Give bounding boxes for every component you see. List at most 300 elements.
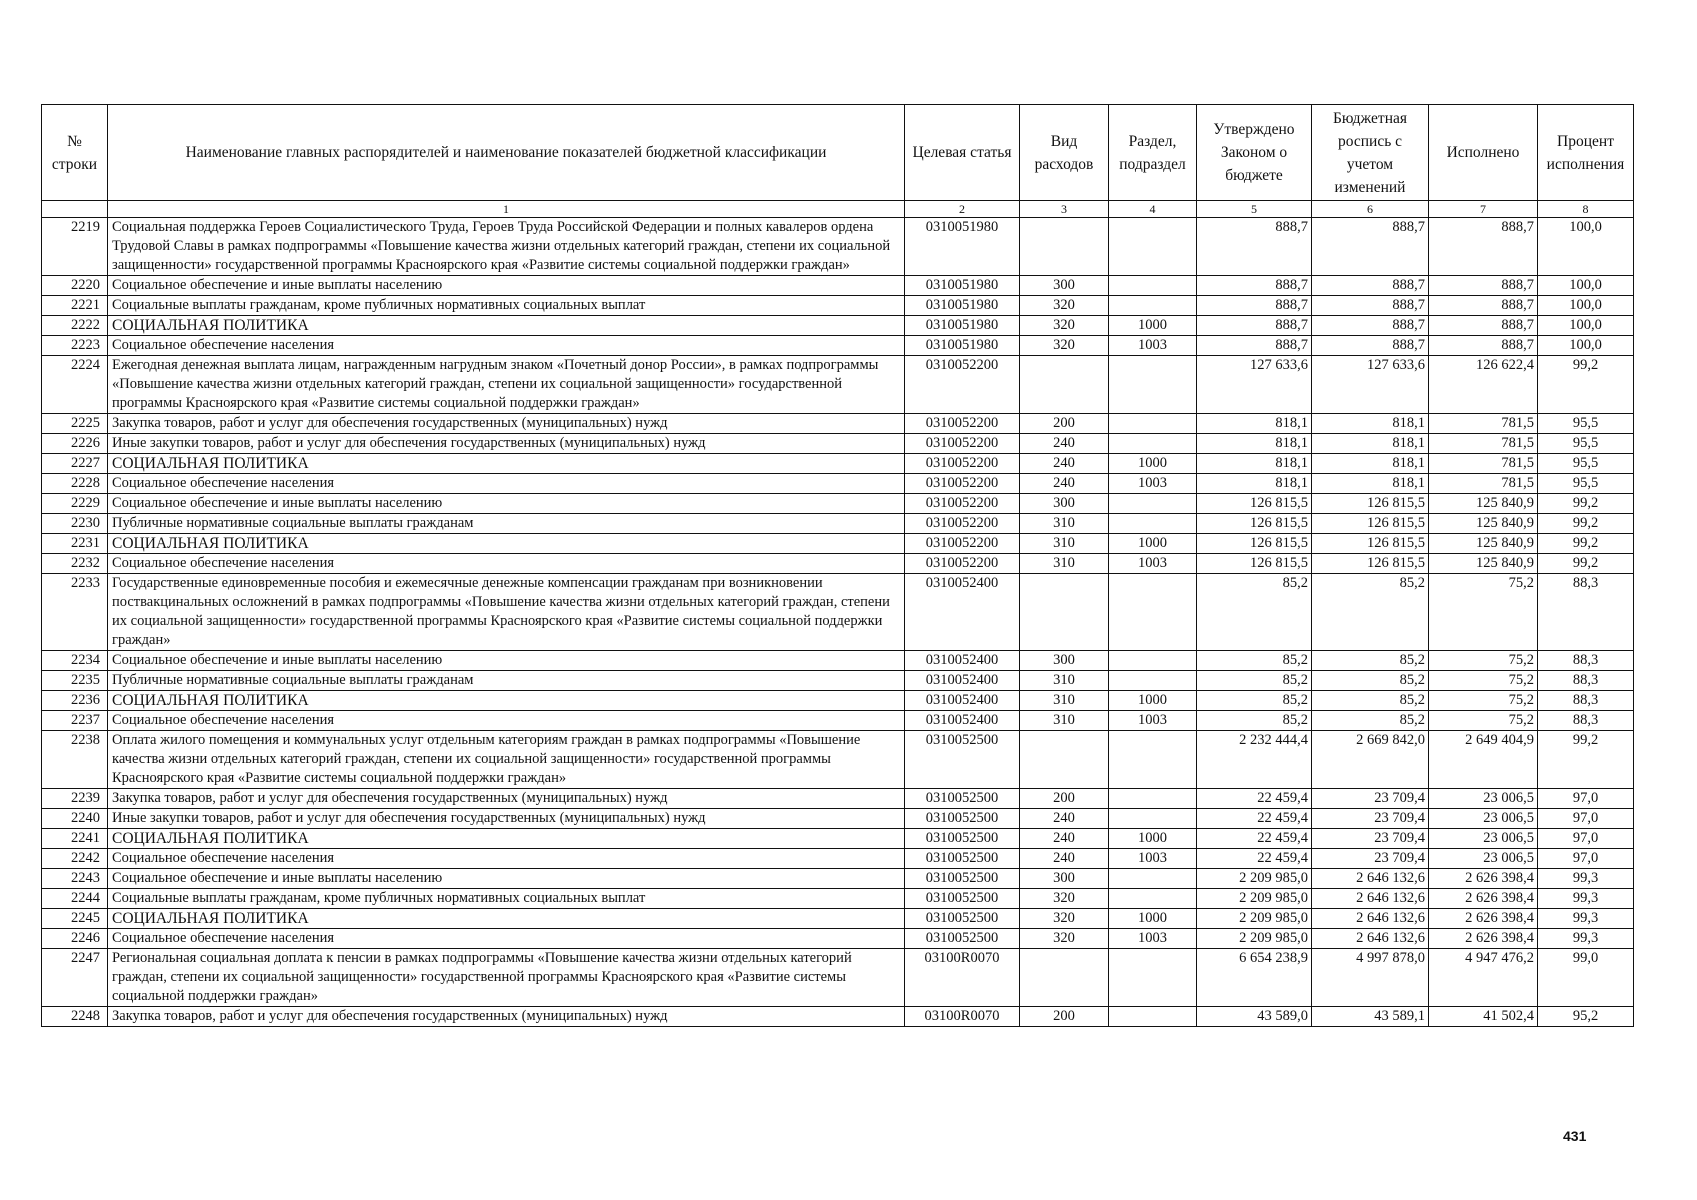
row-name: Социальные выплаты гражданам, кроме публичных нормативных социальных выплат bbox=[108, 296, 905, 316]
execution-percent: 88,3 bbox=[1538, 711, 1634, 731]
execution-percent: 88,3 bbox=[1538, 651, 1634, 671]
section-code: 1003 bbox=[1109, 849, 1197, 869]
section-code: 1000 bbox=[1109, 454, 1197, 474]
budget-amount: 23 709,4 bbox=[1312, 809, 1429, 829]
approved-amount: 126 815,5 bbox=[1197, 514, 1312, 534]
column-index-8: 8 bbox=[1538, 201, 1634, 218]
budget-amount: 23 709,4 bbox=[1312, 849, 1429, 869]
header-target-article: Целевая статья bbox=[905, 105, 1020, 201]
expense-type: 310 bbox=[1020, 711, 1109, 731]
executed-amount: 23 006,5 bbox=[1429, 849, 1538, 869]
approved-amount: 2 232 444,4 bbox=[1197, 731, 1312, 789]
row-number: 2239 bbox=[42, 789, 108, 809]
approved-amount: 818,1 bbox=[1197, 434, 1312, 454]
approved-amount: 2 209 985,0 bbox=[1197, 889, 1312, 909]
expense-type: 320 bbox=[1020, 336, 1109, 356]
execution-percent: 95,2 bbox=[1538, 1007, 1634, 1027]
budget-amount: 126 815,5 bbox=[1312, 514, 1429, 534]
table-row bbox=[42, 514, 1634, 534]
executed-amount: 75,2 bbox=[1429, 671, 1538, 691]
approved-amount: 6 654 238,9 bbox=[1197, 949, 1312, 1007]
row-name: Социальное обеспечение населения bbox=[108, 929, 905, 949]
header-expense-type: Вид расходов bbox=[1020, 105, 1109, 201]
table-row bbox=[42, 414, 1634, 434]
execution-percent: 99,2 bbox=[1538, 731, 1634, 789]
target-article: 0310052200 bbox=[905, 414, 1020, 434]
table-row bbox=[42, 554, 1634, 574]
column-index-2: 2 bbox=[905, 201, 1020, 218]
target-article: 0310052500 bbox=[905, 809, 1020, 829]
section-code bbox=[1109, 651, 1197, 671]
budget-amount: 2 646 132,6 bbox=[1312, 869, 1429, 889]
header-percent: Процент исполнения bbox=[1538, 105, 1634, 201]
expense-type: 240 bbox=[1020, 454, 1109, 474]
target-article: 0310052500 bbox=[905, 909, 1020, 929]
approved-amount: 2 209 985,0 bbox=[1197, 909, 1312, 929]
section-code bbox=[1109, 949, 1197, 1007]
executed-amount: 888,7 bbox=[1429, 316, 1538, 336]
table-row bbox=[42, 356, 1634, 414]
budget-amount: 2 669 842,0 bbox=[1312, 731, 1429, 789]
execution-percent: 88,3 bbox=[1538, 691, 1634, 711]
target-article: 0310052500 bbox=[905, 849, 1020, 869]
execution-percent: 95,5 bbox=[1538, 434, 1634, 454]
section-code bbox=[1109, 434, 1197, 454]
budget-amount: 818,1 bbox=[1312, 474, 1429, 494]
row-name: СОЦИАЛЬНАЯ ПОЛИТИКА bbox=[108, 534, 905, 554]
table-row bbox=[42, 336, 1634, 356]
budget-amount: 888,7 bbox=[1312, 316, 1429, 336]
budget-execution-table bbox=[41, 104, 1634, 1027]
executed-amount: 781,5 bbox=[1429, 454, 1538, 474]
target-article: 0310051980 bbox=[905, 218, 1020, 276]
row-name: Иные закупки товаров, работ и услуг для обеспечения государственных (муниципальных) нужд bbox=[108, 809, 905, 829]
budget-amount: 818,1 bbox=[1312, 414, 1429, 434]
section-code bbox=[1109, 276, 1197, 296]
budget-amount: 888,7 bbox=[1312, 218, 1429, 276]
section-code bbox=[1109, 789, 1197, 809]
budget-amount: 85,2 bbox=[1312, 574, 1429, 651]
row-number: 2230 bbox=[42, 514, 108, 534]
expense-type: 200 bbox=[1020, 1007, 1109, 1027]
row-number: 2234 bbox=[42, 651, 108, 671]
expense-type: 240 bbox=[1020, 434, 1109, 454]
execution-percent: 100,0 bbox=[1538, 316, 1634, 336]
row-name: Ежегодная денежная выплата лицам, награжденным нагрудным знаком «Почетный донор России», в рамках подпрограммы «Повышение качества жизни отдельных категорий граждан, степени их социальной защищенности» государственной программы Красноярского края «Развитие системы социальной поддержки граждан» bbox=[108, 356, 905, 414]
table-row bbox=[42, 849, 1634, 869]
execution-percent: 99,0 bbox=[1538, 949, 1634, 1007]
column-index-7: 7 bbox=[1429, 201, 1538, 218]
section-code bbox=[1109, 671, 1197, 691]
target-article: 0310052400 bbox=[905, 574, 1020, 651]
row-number: 2245 bbox=[42, 909, 108, 929]
expense-type: 310 bbox=[1020, 691, 1109, 711]
approved-amount: 85,2 bbox=[1197, 691, 1312, 711]
section-code: 1000 bbox=[1109, 316, 1197, 336]
row-number: 2220 bbox=[42, 276, 108, 296]
header-row bbox=[42, 105, 1634, 201]
row-name: Социальное обеспечение и иные выплаты населению bbox=[108, 494, 905, 514]
approved-amount: 43 589,0 bbox=[1197, 1007, 1312, 1027]
executed-amount: 4 947 476,2 bbox=[1429, 949, 1538, 1007]
target-article: 0310052500 bbox=[905, 869, 1020, 889]
section-code: 1000 bbox=[1109, 909, 1197, 929]
table-row bbox=[42, 889, 1634, 909]
executed-amount: 125 840,9 bbox=[1429, 534, 1538, 554]
row-name: СОЦИАЛЬНАЯ ПОЛИТИКА bbox=[108, 691, 905, 711]
section-code: 1000 bbox=[1109, 691, 1197, 711]
approved-amount: 126 815,5 bbox=[1197, 534, 1312, 554]
table-row bbox=[42, 474, 1634, 494]
budget-amount: 888,7 bbox=[1312, 336, 1429, 356]
budget-amount: 85,2 bbox=[1312, 691, 1429, 711]
expense-type: 310 bbox=[1020, 671, 1109, 691]
section-code: 1003 bbox=[1109, 474, 1197, 494]
section-code: 1000 bbox=[1109, 534, 1197, 554]
execution-percent: 99,3 bbox=[1538, 889, 1634, 909]
expense-type bbox=[1020, 574, 1109, 651]
section-code: 1000 bbox=[1109, 829, 1197, 849]
section-code bbox=[1109, 514, 1197, 534]
target-article: 0310052500 bbox=[905, 929, 1020, 949]
row-number: 2240 bbox=[42, 809, 108, 829]
table-row bbox=[42, 651, 1634, 671]
budget-amount: 126 815,5 bbox=[1312, 554, 1429, 574]
budget-amount: 888,7 bbox=[1312, 276, 1429, 296]
section-code bbox=[1109, 296, 1197, 316]
section-code bbox=[1109, 731, 1197, 789]
executed-amount: 888,7 bbox=[1429, 296, 1538, 316]
table-row bbox=[42, 949, 1634, 1007]
budget-amount: 23 709,4 bbox=[1312, 789, 1429, 809]
row-number: 2247 bbox=[42, 949, 108, 1007]
row-name: Социальная поддержка Героев Социалистического Труда, Героев Труда Российской Федерации и полных кавалеров ордена Трудовой Славы в рамках подпрограммы «Повышение качества жизни отдельных категорий граждан, степени их социальной защищенности» государственной программы Красноярского края «Развитие системы социальной поддержки граждан» bbox=[108, 218, 905, 276]
budget-amount: 2 646 132,6 bbox=[1312, 909, 1429, 929]
table-row bbox=[42, 218, 1634, 276]
row-name: СОЦИАЛЬНАЯ ПОЛИТИКА bbox=[108, 316, 905, 336]
expense-type: 310 bbox=[1020, 534, 1109, 554]
row-number: 2246 bbox=[42, 929, 108, 949]
execution-percent: 100,0 bbox=[1538, 296, 1634, 316]
header-name: Наименование главных распорядителей и наименование показателей бюджетной классификации bbox=[108, 105, 905, 201]
target-article: 0310052500 bbox=[905, 829, 1020, 849]
row-name: Публичные нормативные социальные выплаты гражданам bbox=[108, 514, 905, 534]
executed-amount: 23 006,5 bbox=[1429, 809, 1538, 829]
target-article: 0310052400 bbox=[905, 691, 1020, 711]
table-row bbox=[42, 929, 1634, 949]
table-row bbox=[42, 829, 1634, 849]
target-article: 0310051980 bbox=[905, 316, 1020, 336]
execution-percent: 95,5 bbox=[1538, 414, 1634, 434]
approved-amount: 818,1 bbox=[1197, 414, 1312, 434]
table-row bbox=[42, 316, 1634, 336]
row-number: 2248 bbox=[42, 1007, 108, 1027]
expense-type bbox=[1020, 218, 1109, 276]
section-code bbox=[1109, 889, 1197, 909]
approved-amount: 888,7 bbox=[1197, 336, 1312, 356]
row-number: 2233 bbox=[42, 574, 108, 651]
executed-amount: 125 840,9 bbox=[1429, 494, 1538, 514]
executed-amount: 781,5 bbox=[1429, 434, 1538, 454]
target-article: 0310052200 bbox=[905, 554, 1020, 574]
execution-percent: 99,3 bbox=[1538, 909, 1634, 929]
execution-percent: 99,2 bbox=[1538, 514, 1634, 534]
executed-amount: 75,2 bbox=[1429, 711, 1538, 731]
expense-type: 240 bbox=[1020, 829, 1109, 849]
approved-amount: 22 459,4 bbox=[1197, 809, 1312, 829]
target-article: 0310052200 bbox=[905, 494, 1020, 514]
row-number: 2238 bbox=[42, 731, 108, 789]
budget-amount: 43 589,1 bbox=[1312, 1007, 1429, 1027]
row-number: 2232 bbox=[42, 554, 108, 574]
execution-percent: 88,3 bbox=[1538, 574, 1634, 651]
budget-amount: 818,1 bbox=[1312, 454, 1429, 474]
header-section: Раздел, подраздел bbox=[1109, 105, 1197, 201]
budget-amount: 4 997 878,0 bbox=[1312, 949, 1429, 1007]
target-article: 0310052200 bbox=[905, 434, 1020, 454]
section-code bbox=[1109, 1007, 1197, 1027]
expense-type: 320 bbox=[1020, 929, 1109, 949]
row-number: 2237 bbox=[42, 711, 108, 731]
approved-amount: 22 459,4 bbox=[1197, 849, 1312, 869]
approved-amount: 888,7 bbox=[1197, 316, 1312, 336]
approved-amount: 126 815,5 bbox=[1197, 554, 1312, 574]
table-body bbox=[42, 218, 1634, 1027]
executed-amount: 888,7 bbox=[1429, 336, 1538, 356]
budget-amount: 23 709,4 bbox=[1312, 829, 1429, 849]
row-name: Региональная социальная доплата к пенсии в рамках подпрограммы «Повышение качества жизни отдельных категорий граждан, степени их социальной защищенности» государственной программы Красноярского края «Развитие системы социальной поддержки граждан» bbox=[108, 949, 905, 1007]
table-row bbox=[42, 671, 1634, 691]
row-number: 2228 bbox=[42, 474, 108, 494]
row-number: 2224 bbox=[42, 356, 108, 414]
expense-type: 310 bbox=[1020, 554, 1109, 574]
column-index-5: 5 bbox=[1197, 201, 1312, 218]
table-row bbox=[42, 869, 1634, 889]
execution-percent: 88,3 bbox=[1538, 671, 1634, 691]
row-number: 2227 bbox=[42, 454, 108, 474]
row-number: 2242 bbox=[42, 849, 108, 869]
execution-percent: 97,0 bbox=[1538, 809, 1634, 829]
execution-percent: 99,2 bbox=[1538, 356, 1634, 414]
target-article: 0310052200 bbox=[905, 356, 1020, 414]
row-number: 2241 bbox=[42, 829, 108, 849]
row-name: Социальное обеспечение населения bbox=[108, 554, 905, 574]
budget-table-sheet bbox=[41, 104, 1633, 1027]
expense-type: 300 bbox=[1020, 651, 1109, 671]
row-number: 2222 bbox=[42, 316, 108, 336]
column-index-4: 4 bbox=[1109, 201, 1197, 218]
target-article: 0310052200 bbox=[905, 454, 1020, 474]
table-row bbox=[42, 809, 1634, 829]
section-code: 1003 bbox=[1109, 554, 1197, 574]
expense-type: 300 bbox=[1020, 494, 1109, 514]
approved-amount: 85,2 bbox=[1197, 671, 1312, 691]
budget-amount: 818,1 bbox=[1312, 434, 1429, 454]
expense-type: 320 bbox=[1020, 316, 1109, 336]
target-article: 0310052500 bbox=[905, 789, 1020, 809]
header-row-number: № строки bbox=[42, 105, 108, 201]
section-code bbox=[1109, 356, 1197, 414]
budget-amount: 85,2 bbox=[1312, 671, 1429, 691]
expense-type: 240 bbox=[1020, 849, 1109, 869]
budget-amount: 126 815,5 bbox=[1312, 534, 1429, 554]
target-article: 0310051980 bbox=[905, 276, 1020, 296]
row-name: Закупка товаров, работ и услуг для обеспечения государственных (муниципальных) нужд bbox=[108, 1007, 905, 1027]
table-row bbox=[42, 276, 1634, 296]
column-index-6: 6 bbox=[1312, 201, 1429, 218]
section-code bbox=[1109, 574, 1197, 651]
budget-amount: 888,7 bbox=[1312, 296, 1429, 316]
target-article: 0310052200 bbox=[905, 534, 1020, 554]
section-code bbox=[1109, 494, 1197, 514]
table-row bbox=[42, 909, 1634, 929]
budget-amount: 85,2 bbox=[1312, 651, 1429, 671]
executed-amount: 2 649 404,9 bbox=[1429, 731, 1538, 789]
target-article: 0310052200 bbox=[905, 474, 1020, 494]
execution-percent: 97,0 bbox=[1538, 849, 1634, 869]
row-number: 2231 bbox=[42, 534, 108, 554]
executed-amount: 41 502,4 bbox=[1429, 1007, 1538, 1027]
row-number: 2229 bbox=[42, 494, 108, 514]
approved-amount: 85,2 bbox=[1197, 651, 1312, 671]
row-name: СОЦИАЛЬНАЯ ПОЛИТИКА bbox=[108, 829, 905, 849]
executed-amount: 2 626 398,4 bbox=[1429, 929, 1538, 949]
table-row bbox=[42, 574, 1634, 651]
approved-amount: 2 209 985,0 bbox=[1197, 869, 1312, 889]
row-name: Социальное обеспечение населения bbox=[108, 474, 905, 494]
execution-percent: 100,0 bbox=[1538, 336, 1634, 356]
row-name: Социальное обеспечение и иные выплаты населению bbox=[108, 276, 905, 296]
executed-amount: 781,5 bbox=[1429, 474, 1538, 494]
approved-amount: 127 633,6 bbox=[1197, 356, 1312, 414]
target-article: 03100R0070 bbox=[905, 949, 1020, 1007]
executed-amount: 2 626 398,4 bbox=[1429, 869, 1538, 889]
table-row bbox=[42, 691, 1634, 711]
row-name: Социальное обеспечение населения bbox=[108, 849, 905, 869]
expense-type: 200 bbox=[1020, 414, 1109, 434]
expense-type bbox=[1020, 356, 1109, 414]
header-approved: Утверждено Законом о бюджете bbox=[1197, 105, 1312, 201]
section-code bbox=[1109, 869, 1197, 889]
approved-amount: 22 459,4 bbox=[1197, 829, 1312, 849]
approved-amount: 818,1 bbox=[1197, 454, 1312, 474]
table-row bbox=[42, 731, 1634, 789]
row-name: Социальное обеспечение населения bbox=[108, 711, 905, 731]
target-article: 0310051980 bbox=[905, 296, 1020, 316]
budget-amount: 2 646 132,6 bbox=[1312, 889, 1429, 909]
table-row bbox=[42, 1007, 1634, 1027]
row-number: 2226 bbox=[42, 434, 108, 454]
target-article: 0310052400 bbox=[905, 671, 1020, 691]
row-number: 2223 bbox=[42, 336, 108, 356]
expense-type: 320 bbox=[1020, 296, 1109, 316]
section-code: 1003 bbox=[1109, 711, 1197, 731]
approved-amount: 126 815,5 bbox=[1197, 494, 1312, 514]
expense-type: 320 bbox=[1020, 909, 1109, 929]
budget-amount: 2 646 132,6 bbox=[1312, 929, 1429, 949]
approved-amount: 888,7 bbox=[1197, 296, 1312, 316]
target-article: 0310052500 bbox=[905, 731, 1020, 789]
row-number: 2236 bbox=[42, 691, 108, 711]
executed-amount: 125 840,9 bbox=[1429, 514, 1538, 534]
row-name: Закупка товаров, работ и услуг для обеспечения государственных (муниципальных) нужд bbox=[108, 789, 905, 809]
table-row bbox=[42, 434, 1634, 454]
execution-percent: 95,5 bbox=[1538, 474, 1634, 494]
target-article: 0310052500 bbox=[905, 889, 1020, 909]
target-article: 0310052200 bbox=[905, 514, 1020, 534]
table-row bbox=[42, 711, 1634, 731]
execution-percent: 100,0 bbox=[1538, 218, 1634, 276]
budget-amount: 127 633,6 bbox=[1312, 356, 1429, 414]
row-number: 2243 bbox=[42, 869, 108, 889]
budget-amount: 126 815,5 bbox=[1312, 494, 1429, 514]
header-executed: Исполнено bbox=[1429, 105, 1538, 201]
row-number: 2221 bbox=[42, 296, 108, 316]
execution-percent: 99,2 bbox=[1538, 494, 1634, 514]
row-name: Социальное обеспечение и иные выплаты населению bbox=[108, 869, 905, 889]
target-article: 03100R0070 bbox=[905, 1007, 1020, 1027]
section-code bbox=[1109, 218, 1197, 276]
expense-type bbox=[1020, 731, 1109, 789]
row-number: 2225 bbox=[42, 414, 108, 434]
executed-amount: 125 840,9 bbox=[1429, 554, 1538, 574]
row-name: Социальное обеспечение и иные выплаты населению bbox=[108, 651, 905, 671]
table-row bbox=[42, 296, 1634, 316]
table-row bbox=[42, 534, 1634, 554]
executed-amount: 2 626 398,4 bbox=[1429, 909, 1538, 929]
table-row bbox=[42, 494, 1634, 514]
executed-amount: 2 626 398,4 bbox=[1429, 889, 1538, 909]
header-budget-schedule: Бюджетная роспись с учетом изменений bbox=[1312, 105, 1429, 201]
expense-type: 310 bbox=[1020, 514, 1109, 534]
row-name: Закупка товаров, работ и услуг для обеспечения государственных (муниципальных) нужд bbox=[108, 414, 905, 434]
execution-percent: 97,0 bbox=[1538, 789, 1634, 809]
row-name: Оплата жилого помещения и коммунальных услуг отдельным категориям граждан в рамках подпрограммы «Повышение качества жизни отдельных категорий граждан, степени их социальной защищенности» государственной программы Красноярского края «Развитие системы социальной поддержки граждан» bbox=[108, 731, 905, 789]
row-number: 2235 bbox=[42, 671, 108, 691]
section-code bbox=[1109, 809, 1197, 829]
table-row bbox=[42, 789, 1634, 809]
approved-amount: 85,2 bbox=[1197, 711, 1312, 731]
executed-amount: 888,7 bbox=[1429, 218, 1538, 276]
approved-amount: 22 459,4 bbox=[1197, 789, 1312, 809]
expense-type: 320 bbox=[1020, 889, 1109, 909]
executed-amount: 23 006,5 bbox=[1429, 829, 1538, 849]
executed-amount: 75,2 bbox=[1429, 574, 1538, 651]
executed-amount: 75,2 bbox=[1429, 691, 1538, 711]
row-name: СОЦИАЛЬНАЯ ПОЛИТИКА bbox=[108, 909, 905, 929]
approved-amount: 2 209 985,0 bbox=[1197, 929, 1312, 949]
budget-amount: 85,2 bbox=[1312, 711, 1429, 731]
row-name: Иные закупки товаров, работ и услуг для обеспечения государственных (муниципальных) нужд bbox=[108, 434, 905, 454]
executed-amount: 888,7 bbox=[1429, 276, 1538, 296]
column-index-3: 3 bbox=[1020, 201, 1109, 218]
execution-percent: 99,2 bbox=[1538, 554, 1634, 574]
section-code: 1003 bbox=[1109, 336, 1197, 356]
expense-type: 200 bbox=[1020, 789, 1109, 809]
execution-percent: 95,5 bbox=[1538, 454, 1634, 474]
target-article: 0310052400 bbox=[905, 651, 1020, 671]
approved-amount: 818,1 bbox=[1197, 474, 1312, 494]
column-index-row bbox=[42, 201, 1634, 218]
row-name: Государственные единовременные пособия и ежемесячные денежные компенсации гражданам при возникновении поствакцинальных осложнений в рамках подпрограммы «Повышение качества жизни отдельных категорий граждан, степени их социальной защищенности» государственной программы Красноярского края «Развитие системы социальной поддержки граждан» bbox=[108, 574, 905, 651]
approved-amount: 85,2 bbox=[1197, 574, 1312, 651]
expense-type: 300 bbox=[1020, 276, 1109, 296]
target-article: 0310052400 bbox=[905, 711, 1020, 731]
target-article: 0310051980 bbox=[905, 336, 1020, 356]
column-index-1: 1 bbox=[108, 201, 905, 218]
row-name: СОЦИАЛЬНАЯ ПОЛИТИКА bbox=[108, 454, 905, 474]
row-number: 2219 bbox=[42, 218, 108, 276]
